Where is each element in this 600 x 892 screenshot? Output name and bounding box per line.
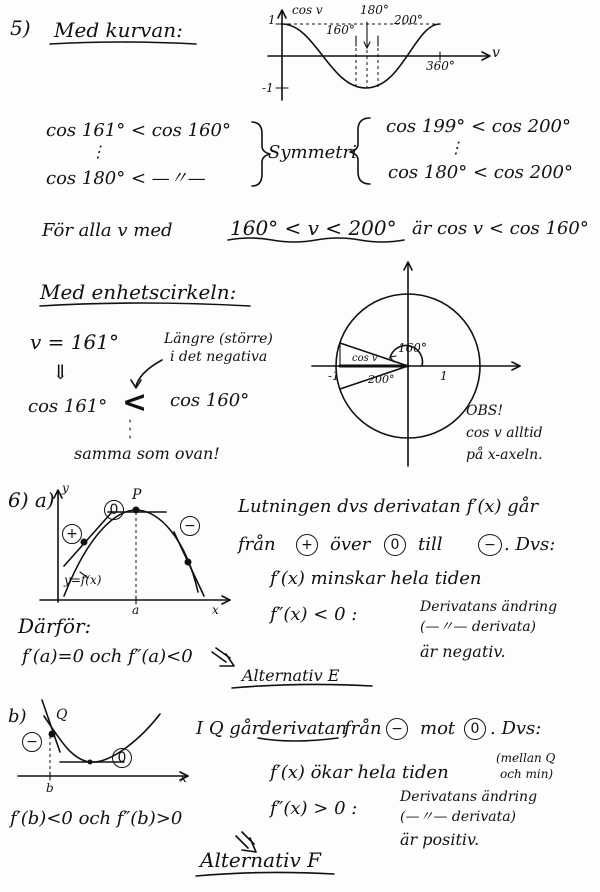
problem-number-5: 5) [10, 16, 31, 40]
ineq-right-1: cos 199° < cos 200° [386, 116, 571, 137]
graph6a-y: y [62, 481, 69, 495]
implies-arrow: ⇓ [52, 360, 69, 384]
for-alla-text: För alla v med [42, 220, 173, 241]
derivatans-andring-b: Derivatans ändring [400, 789, 538, 805]
dvs-text-a: . Dvs: [504, 534, 556, 555]
mellan-text-2: och min) [500, 767, 554, 781]
graph6b-minus-symbol: − [22, 732, 42, 752]
circle-cosv: cos v [352, 353, 378, 364]
enhetscirkel-title: Med enhetscirkeln: [40, 280, 237, 304]
cos161-text: cos 161° [28, 396, 108, 417]
graph-v-label: v [492, 45, 500, 61]
graph-cos-label: cos v [292, 3, 323, 17]
v-equation: v = 161° [30, 330, 119, 354]
graph6a-point-p: P [132, 487, 142, 503]
derivata-ditto-a: (—〃— derivata) [420, 619, 537, 635]
graph6a-plus-symbol: + [62, 524, 82, 544]
iq-text-fran: från [344, 718, 382, 739]
graph6a-fx: y=f(x) [64, 573, 102, 587]
samma-text: samma som ovan! [74, 444, 220, 463]
graph-tick-360: 360° [426, 59, 455, 73]
obs-line-1: OBS! [466, 403, 503, 419]
alternativ-f: Alternativ F [200, 848, 322, 872]
graph-tick-160: 160° [326, 23, 355, 37]
circle-angle-160: 160° [398, 341, 427, 355]
graph6b-zero-symbol: 0 [112, 748, 132, 768]
graph6a-a: a [132, 603, 140, 617]
ar-negativ: är negativ. [420, 642, 506, 661]
darfor-text: Därför: [18, 614, 92, 638]
problem5-title: Med kurvan: [54, 18, 183, 42]
ar-positiv: är positiv. [400, 830, 480, 849]
fbis-pos-text: f″(x) > 0 : [270, 798, 358, 819]
obs-line-2: cos v alltid [466, 425, 543, 441]
over-text: över [330, 534, 371, 555]
symmetri-label: Symmetri [268, 142, 357, 163]
graph6a-x: x [212, 603, 219, 617]
ineq-right-2: cos 180° < cos 200° [388, 162, 573, 183]
less-than-sign: < [122, 385, 148, 420]
minus-circle-symbol: − [478, 534, 502, 556]
graph6a-zero-symbol: 0 [104, 500, 124, 520]
okar-text: f′(x) ökar hela tiden [270, 762, 449, 783]
graph-y-minus-one: -1 [262, 81, 274, 95]
circle-minus-one: -1 [328, 369, 340, 383]
ineq-left-2: cos 180° < —〃— [46, 168, 206, 189]
graph-tick-200: 200° [394, 13, 423, 27]
graph-y-one: 1 [268, 13, 276, 27]
ineq-left-1: cos 161° < cos 160° [46, 120, 231, 141]
graph6b-b: b [46, 781, 54, 795]
graph6a-minus-symbol: − [180, 516, 200, 536]
plus-circle-symbol: + [296, 534, 318, 556]
problem-6a-label: 6) a) [8, 488, 55, 512]
langre-text-1: Längre (större) [164, 331, 273, 347]
circle-angle-200: 200° [368, 373, 395, 386]
graph-tick-180: 180° [360, 3, 389, 17]
iq-text-1: I Q går [196, 718, 261, 739]
lutningen-text: Lutningen dvs derivatan f′(x) går [238, 496, 539, 517]
graph6b-point-q: Q [56, 707, 68, 723]
fbis-neg-text: f″(x) < 0 : [270, 604, 358, 625]
condition-a: f′(a)=0 och f″(a)<0 [22, 646, 193, 667]
graph6b-x: x [180, 771, 187, 785]
graph-6b [18, 700, 188, 780]
zero-circle-symbol: 0 [384, 534, 406, 556]
mellan-text-1: (mellan Q [496, 751, 556, 765]
dots-left: ⋮ [90, 142, 106, 161]
alternativ-e: Alternativ E [242, 666, 340, 685]
title-underline [50, 42, 196, 44]
iq-dvs-text: . Dvs: [490, 718, 542, 739]
range-text: 160° < v < 200° [230, 216, 397, 240]
dots-right: ⋮ [448, 138, 464, 157]
iq-zero-symbol: 0 [464, 718, 486, 740]
condition-b: f′(b)<0 och f″(b)>0 [10, 808, 183, 829]
fran-text: från [238, 534, 276, 555]
iq-minus-symbol: − [386, 718, 408, 740]
cos160-text: cos 160° [170, 390, 250, 411]
ar-cos-text: är cos v < cos 160° [412, 218, 589, 239]
iq-text-derivatan: derivatan [260, 718, 347, 739]
till-text: till [418, 534, 443, 555]
problem-6b-label: b) [8, 706, 27, 727]
derivatans-andring-a: Derivatans ändring [420, 599, 558, 615]
iq-text-mot: mot [420, 718, 456, 739]
obs-line-3: på x-axeln. [466, 447, 543, 463]
alt-f-underline [196, 872, 334, 876]
minskar-text: f′(x) minskar hela tiden [270, 568, 482, 589]
langre-text-2: i det negativa [170, 349, 268, 365]
cosine-graph [268, 10, 490, 100]
circle-one: 1 [440, 369, 448, 383]
derivata-ditto-b: (—〃— derivata) [400, 809, 517, 825]
